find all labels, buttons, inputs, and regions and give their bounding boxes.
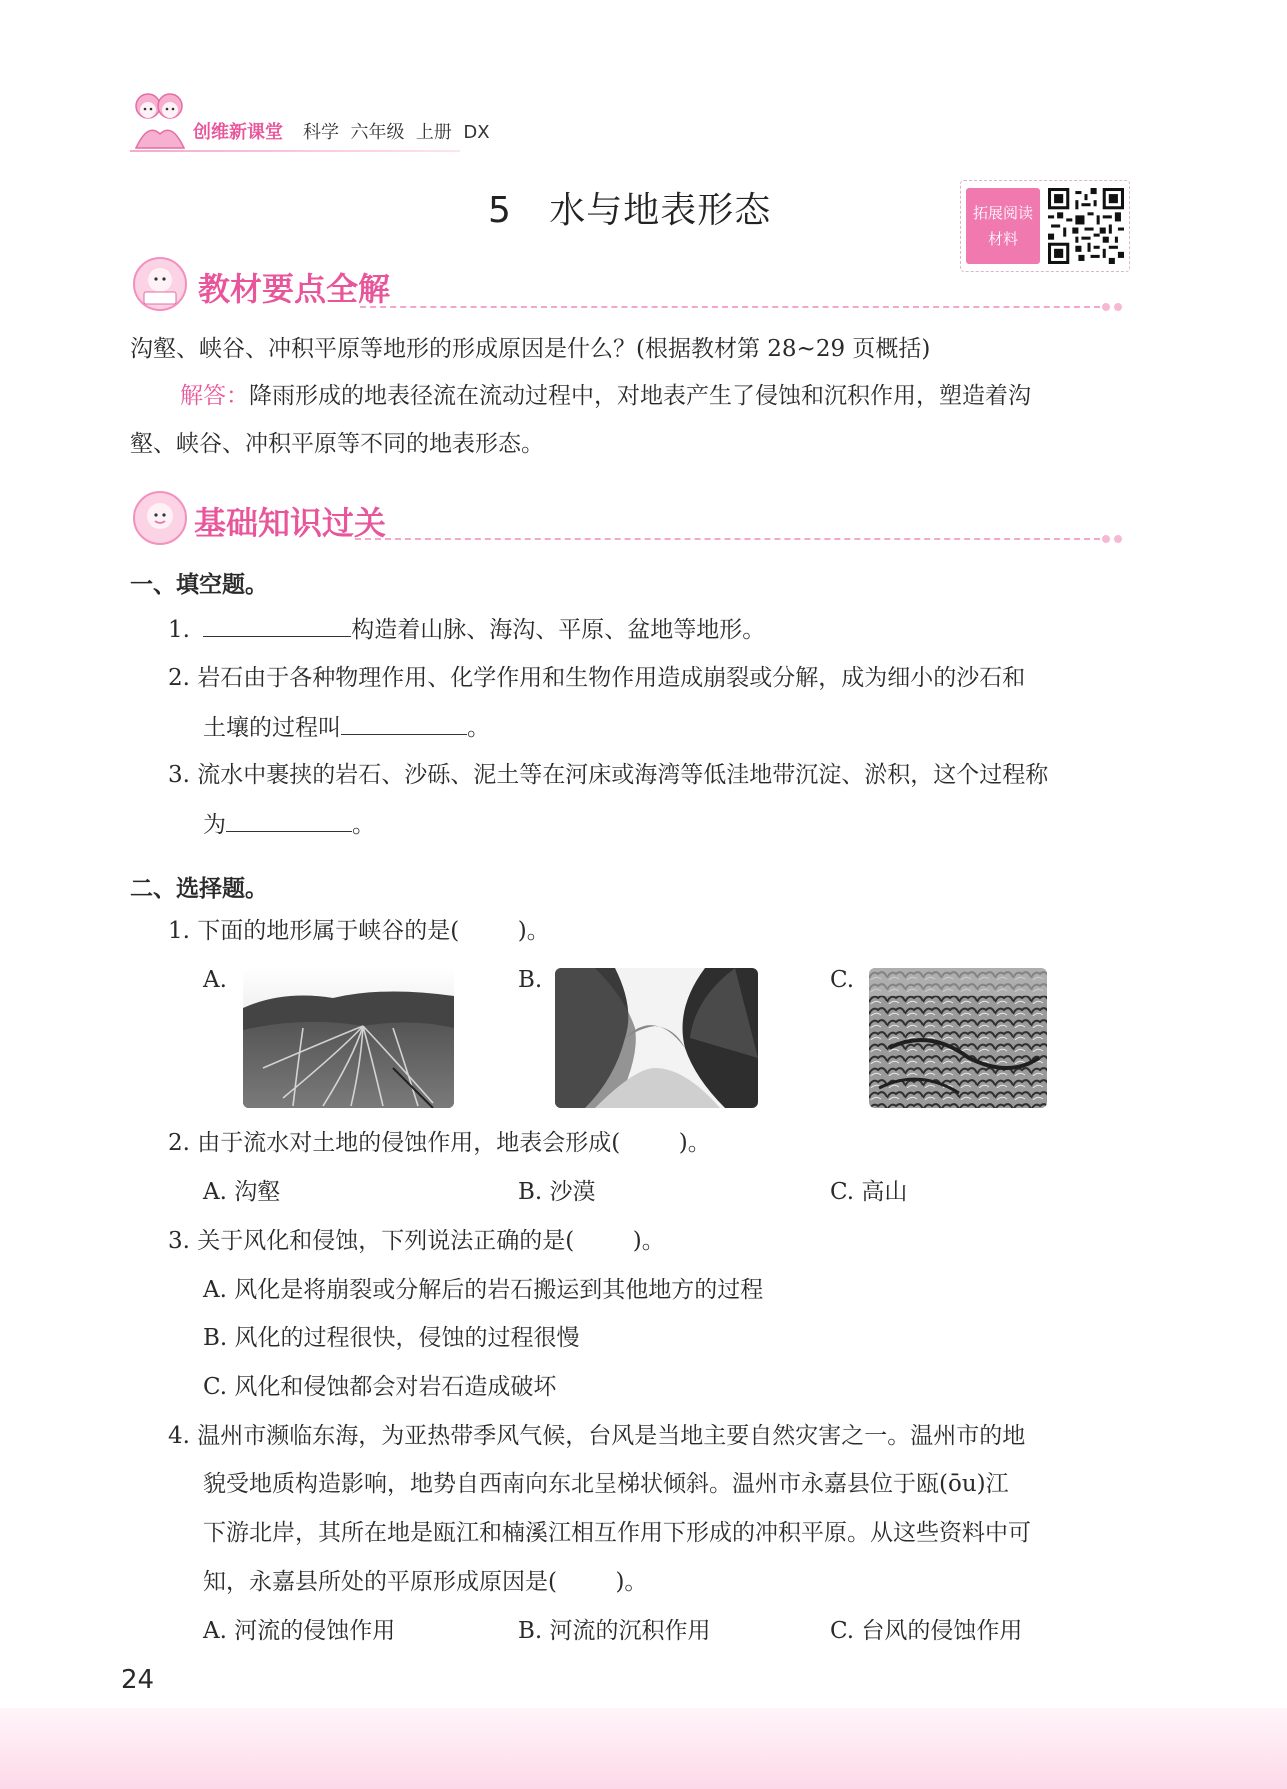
choice-q3-opt-c[interactable]: C. 风化和侵蚀都会对岩石造成破坏 (203, 1374, 557, 1400)
choice-q1-opt-b[interactable]: B. (518, 967, 543, 993)
qr-label (966, 188, 1040, 264)
choice-q2 (168, 1128, 711, 1158)
choice-q1-opt-a[interactable]: A. (203, 967, 227, 993)
section2-dots (1098, 528, 1122, 547)
footer-band (0, 1708, 1287, 1789)
section1-dots (1098, 296, 1122, 315)
header-rule (130, 150, 460, 152)
section1-answer-line1 (180, 381, 1031, 411)
choice-q4-num: 4. (168, 1423, 190, 1449)
choice-q1-text: 下面的地形属于峡谷的是( )。 (197, 918, 550, 944)
section1-title: 教材要点全解 (198, 270, 391, 308)
section1-rule (360, 306, 1100, 308)
choice-q1-opt-c[interactable]: C. (830, 967, 855, 993)
fill-q1-blank[interactable] (203, 614, 351, 637)
part1-heading: 一、填空题。 (130, 572, 268, 598)
choice-q4-line1 (168, 1421, 1025, 1451)
choice-q4-line2: 貌受地质构造影响，地势自西南向东北呈梯状倾斜。温州市永嘉县位于瓯(ōu)江 (203, 1471, 1009, 1497)
fill-q2-num: 2. (168, 665, 190, 691)
fill-q2-blank[interactable] (341, 712, 467, 735)
photo-option-b[interactable] (555, 968, 758, 1108)
fill-q1 (168, 614, 765, 645)
section1-question: 沟壑、峡谷、冲积平原等地形的形成原因是什么？(根据教材第 28~29 页概括) (130, 336, 931, 362)
choice-q2-opt-a[interactable]: A. 沟壑 (203, 1179, 281, 1205)
choice-q4-line3: 下游北岸，其所在地是瓯江和楠溪江相互作用下形成的冲积平原。从这些资料中可 (203, 1520, 1031, 1546)
fill-q3-line2 (203, 809, 375, 840)
answer-text-1: 降雨形成的地表径流在流动过程中，对地表产生了侵蚀和沉积作用，塑造着沟 (249, 383, 1031, 409)
fill-q3-blank[interactable] (226, 809, 352, 832)
mascot-logo (128, 88, 190, 152)
section2-title: 基础知识过关 (194, 504, 387, 542)
section2-rule (355, 538, 1100, 540)
fill-q3-num: 3. (168, 762, 190, 788)
section1-answer-line2: 壑、峡谷、冲积平原等不同的地表形态。 (130, 431, 544, 457)
fill-q2-text1: 岩石由于各种物理作用、化学作用和生物作用造成崩裂或分解，成为细小的沙石和 (197, 665, 1026, 691)
choice-q3 (168, 1226, 665, 1256)
choice-q4-opt-c[interactable]: C. 台风的侵蚀作用 (830, 1618, 1023, 1644)
qr-code-icon[interactable] (1048, 188, 1124, 264)
photo-option-a[interactable] (243, 968, 454, 1108)
fill-q3-line1 (168, 760, 1048, 790)
choice-q4-opt-b[interactable]: B. 河流的沉积作用 (518, 1618, 711, 1644)
fill-q3-post: 。 (352, 812, 375, 838)
page-number: 24 (121, 1665, 155, 1695)
choice-q2-opt-c[interactable]: C. 高山 (830, 1179, 908, 1205)
choice-q2-opt-b[interactable]: B. 沙漠 (518, 1179, 596, 1205)
choice-q3-opt-b[interactable]: B. 风化的过程很快，侵蚀的过程很慢 (203, 1325, 580, 1351)
header-brand: 创维新课堂 (193, 122, 283, 143)
fill-q3-text1: 流水中裹挟的岩石、沙砾、泥土等在河床或海湾等低洼地带沉淀、淤积，这个过程称 (197, 762, 1049, 788)
fill-q1-num: 1. (168, 617, 190, 643)
page-title: 5 水与地表形态 (488, 190, 772, 231)
answer-label: 解答： (180, 383, 249, 409)
choice-q3-opt-a[interactable]: A. 风化是将崩裂或分解后的岩石搬运到其他地方的过程 (203, 1277, 764, 1303)
section1-icon (130, 256, 190, 312)
fill-q2-pre: 土壤的过程叫 (203, 715, 341, 741)
qr-label-line2: 材料 (987, 230, 1018, 248)
fill-q1-text: 构造着山脉、海沟、平原、盆地等地形。 (351, 617, 766, 643)
choice-q4-opt-a[interactable]: A. 河流的侵蚀作用 (203, 1618, 396, 1644)
part2-heading: 二、选择题。 (130, 876, 268, 902)
fill-q3-pre: 为 (203, 812, 226, 838)
choice-q4-text1: 温州市濒临东海，为亚热带季风气候，台风是当地主要自然灾害之一。温州市的地 (197, 1423, 1026, 1449)
choice-q1 (168, 916, 550, 946)
choice-q2-num: 2. (168, 1130, 190, 1156)
choice-q1-num: 1. (168, 918, 190, 944)
choice-q4-line4: 知，永嘉县所处的平原形成原因是( )。 (203, 1569, 648, 1595)
qr-label-line1: 拓展阅读 (972, 204, 1033, 222)
section2-icon (130, 490, 190, 546)
fill-q2-line1 (168, 663, 1025, 693)
photo-option-c[interactable] (869, 968, 1047, 1108)
choice-q3-text: 关于风化和侵蚀，下列说法正确的是( )。 (197, 1228, 665, 1254)
choice-q2-text: 由于流水对土地的侵蚀作用，地表会形成( )。 (197, 1130, 711, 1156)
header-subtitle: 科学 六年级 上册 DX (303, 122, 490, 143)
fill-q2-post: 。 (467, 715, 490, 741)
fill-q2-line2 (203, 712, 490, 743)
choice-q3-num: 3. (168, 1228, 190, 1254)
